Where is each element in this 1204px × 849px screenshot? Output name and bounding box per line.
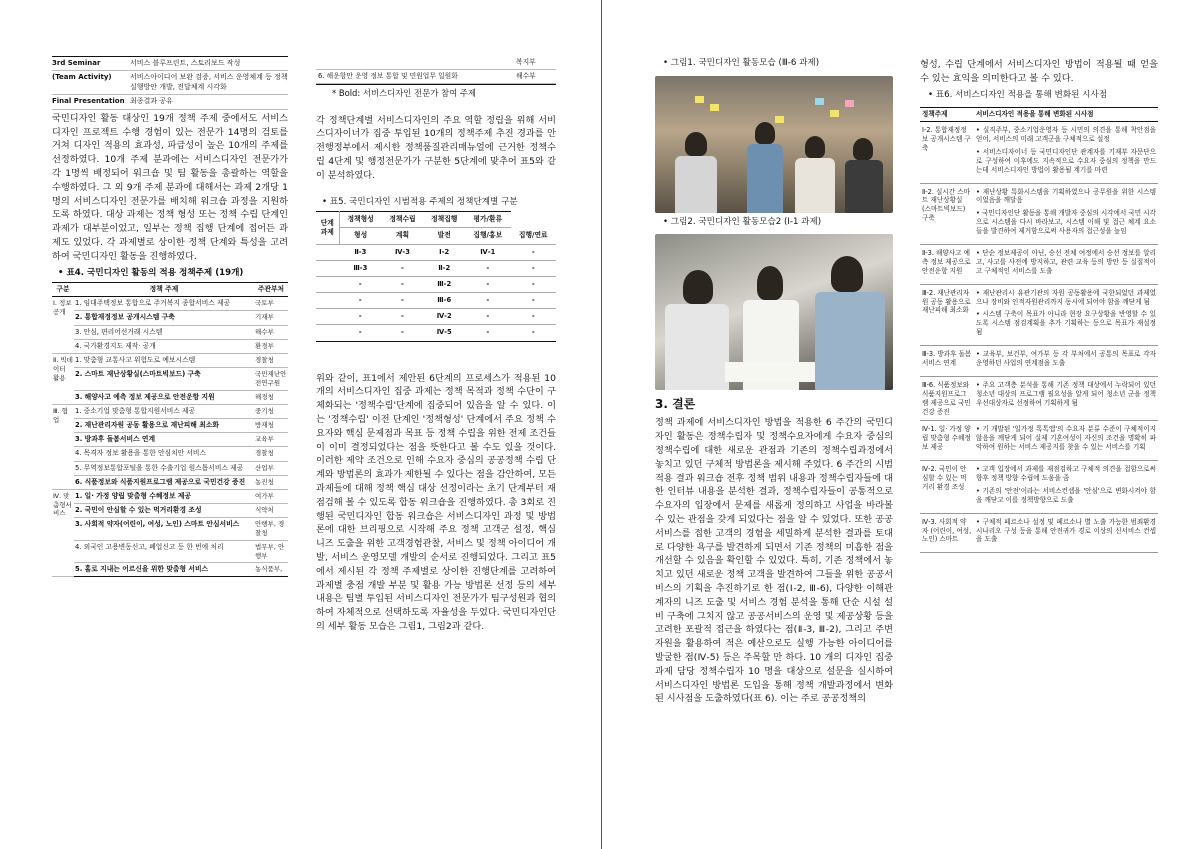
table5-subheader: 집행/홍보 [465, 228, 510, 244]
table4-category: Ⅱ. 빅데이터 활용 [52, 353, 74, 404]
table5-subheader: 형성 [339, 228, 382, 244]
table4-topic: 6. 식품정보와 식품지원프로그램 제공으로 국민건강 증진 [74, 475, 254, 489]
table6-findings [974, 376, 1158, 421]
table4-topic: 5. 홀로 지내는 어르신을 위한 맞춤형 서비스 [74, 563, 254, 577]
table5-cell: Ⅰ-2 [423, 244, 465, 260]
table4-topic [316, 56, 514, 70]
person-figure [845, 160, 883, 213]
left-page-column-1 [52, 56, 288, 846]
table6-finding: • 재난관리시 유관기관의 자원 공동활용에 국한되었던 과제였으나 장비와 인적자원관리까지 동시에 되어야 함을 깨닫게 됨 [976, 288, 1156, 306]
table4-topic: 2. 국민이 안심할 수 있는 먹거리환경 조성 [74, 504, 254, 518]
table-row [920, 346, 1158, 377]
person-figure [747, 144, 783, 213]
seminar-row [52, 95, 288, 109]
table5-blank [316, 293, 339, 309]
table4-ministry: 국토부 [254, 297, 288, 311]
table4-header: 정책 주제 [74, 283, 254, 297]
sticky-note [775, 116, 784, 123]
table4-ministry: 산업부 [254, 461, 288, 475]
table6-topic: Ⅲ-2. 재난관리자원 공동 활용으로 재난피해 최소화 [920, 284, 974, 345]
table4-topic: 4. 목격자 정보 활용을 통한 안심치안 서비스 [74, 447, 254, 461]
table4-topic: 2. 스마트 재난상황실(스마트빅보드) 구축 [74, 368, 254, 391]
table-row [316, 56, 556, 70]
bold-note: * Bold: 서비스디자인 전문가 참여 주제 [332, 88, 477, 99]
table6-header: 서비스디자인 적용을 통해 변화된 시사점 [974, 108, 1158, 122]
table4-topic: 1. 일· 가정 양립 맞춤형 수혜정보 제공 [74, 489, 254, 503]
table6-findings [974, 461, 1158, 514]
table5-header-stage: 단계 [320, 218, 334, 227]
table4-ministry: 해경청 [254, 390, 288, 404]
table6-topic: Ⅲ-3. 방과후 돌봄서비스 연계 [920, 346, 974, 377]
table5-cell: - [382, 260, 424, 276]
table4-ministry: 여가부 [254, 489, 288, 503]
table5-caption: • 표5. 국민디자인 시범적용 주제의 정책단계별 구분 [322, 196, 518, 207]
table6-topic: Ⅲ-6. 식품정보와 식품지원프로그램 제공으로 국민건강 증진 [920, 376, 974, 421]
table5-cell: Ⅳ-2 [423, 309, 465, 325]
table6-topic: Ⅳ-2. 국민이 안심할 수 있는 먹거리 환경 조성 [920, 461, 974, 514]
table5-cell: - [382, 293, 424, 309]
table6-finding: • 실직주부, 중소기업운영자 등 시민의 의견을 통해 착안점을 얻어, 서비스의 미래 고객군을 구체적으로 설정 [976, 126, 1156, 143]
col1-paragraph: 국민디자인 활동 대상인 19개 정책 주제 중에서도 서비스디자인 프로젝트 수행 경험이 있는 전문가 14명의 검토를 거쳐 디자인 적용의 효과성, 파급성이 높은 10개의 주제를 선정하였다. 10개 주제 분과에는 서비스디자인 전문가가 각 1명씩 배정되어 워크숍 및 팀 활동을 총괄하는 역할을 수행하였다. 그 외 9개 주제 분과에 대해서는 과제 2개당 1명의 서비스디자인 전문가를 배치해 워크숍 과정을 지원하도록 하였다. 대상 과제는 정책 형성 또는 정책 수립 단계인 과제가 대부분이었고, 일부는 정책 집행 단계에 접어든 과제도 있었다. 각 과제별로 상이한 정책 단계와 특성을 고려하여 국민디자인 활동을 진행하였다. [52, 112, 288, 262]
table-row [52, 419, 288, 433]
table5-subheader: 발전 [423, 228, 465, 244]
person-figure [683, 270, 713, 304]
figure1-photo [655, 76, 893, 213]
table5-header: 정책집행 [423, 212, 465, 228]
figure2-photo [655, 234, 893, 390]
table6-finding: • 국민디자인단 활동을 통해 개발자 중심의 시각에서 국민 시각으로 시스템을 다시 바라보고, 시스템 이해 및 접근 체계 요소들을 발견하여 제거함으로써 사용자의 접근성을 높임 [976, 209, 1156, 236]
col4-paragraph: 형성, 수립 단계에서 서비스디자인 방법이 적용될 때 얻을 수 있는 효익을 의미한다고 볼 수 있다. [920, 59, 1158, 84]
table-row [52, 404, 288, 418]
table6-header: 정책주제 [920, 108, 974, 122]
table5-cell: Ⅳ-5 [423, 325, 465, 341]
table6-findings [974, 122, 1158, 183]
table5-subheader-row [316, 228, 556, 244]
table5-blank [316, 260, 339, 276]
table4-ministry: 중기청 [254, 404, 288, 418]
right-page-column-2 [920, 56, 1158, 846]
table5-cell: - [339, 276, 382, 292]
seminar-row [52, 57, 288, 71]
table-row [52, 504, 288, 518]
table6-finding: • 구체적 페르소나 설정 및 페르소나 별 노출 가능한 범죄환경 시나리오 구성 등을 통해 안전귀가 경로 이상의 신서비스 컨셉을 도출 [976, 517, 1156, 544]
page-divider [601, 0, 602, 849]
table5-cell: Ⅳ-1 [465, 244, 510, 260]
table4-caption: • 표4. 국민디자인 활동의 적용 정책주제 (19개) [58, 267, 244, 278]
table-row [52, 518, 288, 541]
table5-cell: Ⅲ-2 [423, 276, 465, 292]
table4-ministry: 국민재난안전연구원 [254, 368, 288, 391]
table4-ministry: 기재부 [254, 311, 288, 325]
table6-header-row [920, 108, 1158, 122]
table5-cell: - [339, 309, 382, 325]
table5-cell: - [511, 244, 556, 260]
table6-topic: Ⅳ-1. 일· 가정 양립 맞춤형 수혜정보 제공 [920, 421, 974, 461]
col2-paragraph-1: 각 정책단계별 서비스디자인의 주요 역할 정립을 위해 서비스디자이너가 집중 투입된 10개의 정책주제 추진 경과를 안전행정부에서 제시한 정책품질관리매뉴얼에 근거한 정책수립 4단계 및 행정전문가가 구분한 5단계에 맞추어 표5와 같이 분석하였다. [316, 114, 556, 181]
table4-header-row [52, 283, 288, 297]
col3-paragraph: 정책 과제에 서비스디자인 방법을 적용한 6 주간의 국민디자인 활동은 정책수립자 및 정책수요자에게 수요자 중심의 정책수립에 대한 새로운 관점과 기존의 정책수립과정에서 놓치고 있던 구체적 방법론을 제시해 주었다. 6 주간의 시범적용 결과 워크숍 전후 정책 범위 내용과 정책수립자들에 대한 인터뷰 내용을 분석한 결과, 정책수립자들이 공통적으로 수요자의 입장에서 문제를 새롭게 정의하고 사업을 바라볼 수 있는 관점을 갖게 되었다는 점을 알 수 있었다. 또한 공공서비스를 접한 고객의 경험을 세밀하게 분석한 결과를 토대로 다양한 욕구를 발견하게 되면서 기존 정책의 미흡한 점을 개선할 수 있음을 확인할 수 있었다. 특히, 기존 정책에서 놓치고 있던 새로운 정책 고객을 발견하여 그들을 위한 공공서비스의 기획을 추진하기로 한 점(Ⅰ-2, Ⅲ-6), 다양한 이해관계자의 니즈 도출 및 서비스 경험 분석을 통해 단순 시설 설비 구축에 그치지 않고 공공서비스의 운영 및 제공상황 등을 고려한 포괄적 접근을 하였다는 점(Ⅱ-3, Ⅲ-2), 그리고 주변 자원을 활용하여 적은 예산으로도 실행 가능한 아이디어를 발굴한 점(Ⅳ-5) 등은 주목할 만 하다. 10 개의 디자인 집중 과제 담당 정책수립자 10 명을 대상으로 설문을 실시하여 서비스디자인 방법론 도입을 통해 정책 개발과정에서 변화된 시사점을 도출하였다(표 6). 이는 주로 공공정책의 [655, 417, 893, 705]
table-row [920, 376, 1158, 421]
table4-ministry: 방재청 [254, 419, 288, 433]
person-figure [685, 132, 707, 156]
sticky-note [710, 104, 719, 111]
table5-cell: - [465, 325, 510, 341]
table6-topic: Ⅱ-2. 실시간 스마트 재난상황실 (스마트빅보드) 구축 [920, 183, 974, 244]
table6-caption: • 표6. 서비스디자인 적용을 통해 변화된 시사점 [928, 89, 1108, 100]
table6 [920, 107, 1158, 553]
table4-topic: 1. 임대주택정보 통합으로 주거복지 종합서비스 제공 [74, 297, 254, 311]
sticky-note [815, 98, 824, 105]
table4-topic: 2. 통합재정정보 공개시스템 구축 [74, 311, 254, 325]
table5-cell: - [511, 325, 556, 341]
person-figure [675, 156, 717, 213]
table5-cell: - [382, 276, 424, 292]
table5-cell: - [511, 309, 556, 325]
table4-ministry: 교육부 [254, 433, 288, 447]
table4-header: 주관부처 [254, 283, 288, 297]
table5-blank [316, 309, 339, 325]
table4-ministry: 농진청 [254, 475, 288, 489]
table5-cell: - [382, 325, 424, 341]
table-row [52, 433, 288, 447]
table5-blank [316, 325, 339, 341]
table-row [52, 489, 288, 503]
table5-header-row [316, 212, 556, 228]
table4-continued [316, 56, 556, 84]
table6-finding: • 주요 고객층 분석을 통해 기존 정책 대상에서 누락되어 있던 청소년 대상의 프로그램 필요성을 알게 되어 청소년 군을 정책우선대상자로 선정하여 기획하게 됨 [976, 380, 1156, 407]
left-page-column-2 [316, 56, 556, 846]
table6-finding: • 재난상황 특화시스템을 기획하였으나 공무원을 위한 시스템이었음을 깨달음 [976, 187, 1156, 205]
table4-topic: 1. 맞춤형 교통사고 위험도로 예보시스템 [74, 353, 254, 367]
table-row [920, 461, 1158, 514]
table6-finding: • 기존의 '안전'이라는 서비스컨셉을 '안심'으로 변화시켜야 함을 깨닫고 이를 정책방향으로 도출 [976, 486, 1156, 504]
sticky-note [845, 100, 854, 107]
table5-header [316, 212, 339, 244]
sticky-note [695, 96, 704, 103]
table4-topic: 4. 국가환경지도 제작· 공개 [74, 339, 254, 353]
seminar-value: 최종결과 공유 [130, 97, 173, 106]
person-figure [831, 256, 863, 292]
table5-header: 정책수립 [382, 212, 424, 228]
table4-topic: 2. 재난관리자원 공동 활용으로 재난피해 최소화 [74, 419, 254, 433]
table5-cell: Ⅱ-3 [339, 244, 382, 260]
table4-topic: 5. 무역정보통합포털을 통한 수출기업 원스톱서비스 제공 [74, 461, 254, 475]
table5-blank [316, 276, 339, 292]
seminar-row [52, 71, 288, 95]
table4-topic: 6. 해운항만 운영 정보 통합 및 민원업무 일원화 [316, 70, 514, 84]
table4-category: Ⅰ. 정보 공개 [52, 297, 74, 354]
table4-ministry: 해수부 [514, 70, 556, 84]
table-row [920, 421, 1158, 461]
table5-cell: - [339, 325, 382, 341]
table5-cell: - [339, 293, 382, 309]
table5-cell: - [465, 276, 510, 292]
table-row [920, 183, 1158, 244]
table-row [316, 325, 556, 341]
table4-ministry: 환경부 [254, 339, 288, 353]
seminar-label: (Team Activity) [52, 73, 112, 82]
table-row [52, 353, 288, 367]
table5-cell: - [465, 293, 510, 309]
table6-finding: • 단순 정보제공이 아닌, 승선 전체 여정에서 승선 정보를 알리고, 사고를 사전에 방지하고, 관련 교육 등의 방안 등 실질적이고 구체적인 서비스를 도출 [976, 248, 1156, 275]
table4-topic: 3. 방과후 돌봄서비스 연계 [74, 433, 254, 447]
table4-topic: 3. 사회적 약자(어린이, 여성, 노인) 스마트 안심서비스 [74, 518, 254, 541]
table4-topic: 3. 해양사고 예측 정보 제공으로 안전운항 지원 [74, 390, 254, 404]
person-figure [757, 266, 783, 300]
table5-cell: Ⅲ-3 [339, 260, 382, 276]
person-figure [755, 122, 775, 144]
table4-header: 구분 [52, 283, 74, 297]
table-row [316, 293, 556, 309]
table-row [52, 311, 288, 325]
table5-cell: - [465, 309, 510, 325]
table6-findings [974, 346, 1158, 377]
table5 [316, 211, 556, 341]
table-row [920, 284, 1158, 345]
seminar-label: Final Presentation [52, 97, 125, 106]
figure1-caption: • 그림1. 국민디자인 활동모습 (Ⅲ-6 과제) [663, 58, 820, 68]
table-row [52, 325, 288, 339]
table6-findings [974, 183, 1158, 244]
table6-finding: • 기 개발된 '일가정 톡톡앱'의 수요자 분류 수준이 구체적이지 않음을 깨닫게 되어 실제 기혼여성이 자신의 조건을 명확히 파악하여 원하는 서비스 제공지를 찾을 수 있는 서비스를 기획 [976, 425, 1156, 452]
table5-header: 평가/환류 [465, 212, 510, 228]
table5-header: 정책형성 [339, 212, 382, 228]
right-page-column-1 [655, 56, 893, 846]
paper-sheet [725, 362, 815, 382]
seminar-value: 서비스아이디어 보완 검증, 서비스 운영체계 등 정책실행방안 개발, 전달체계 시각화 [130, 73, 288, 91]
table4-ministry: 복지부 [514, 56, 556, 70]
table-row [52, 390, 288, 404]
table5-cell: Ⅲ-6 [423, 293, 465, 309]
person-figure [815, 292, 885, 390]
table6-topic: Ⅰ-2. 통합재정정보 공개시스템 구축 [920, 122, 974, 183]
table-row [52, 540, 288, 563]
table-row [920, 513, 1158, 553]
table6-topic: Ⅱ-3. 해양사고 예측 정보 제공으로 안전운항 지원 [920, 244, 974, 284]
table4-ministry: 농식품부, [254, 563, 288, 577]
table4-ministry: 안행부, 경찰청 [254, 518, 288, 541]
person-figure [853, 138, 873, 160]
section-title: 3. 결론 [655, 397, 696, 412]
person-figure [665, 304, 729, 390]
table5-cell: - [511, 293, 556, 309]
table6-findings [974, 421, 1158, 461]
table4-topic: 4. 외국인 고용변동신고, 폐업신고 등 한 번에 처리 [74, 540, 254, 563]
table4-topic: 3. 안심, 편리어선거래 시스템 [74, 325, 254, 339]
table4-category: Ⅳ. 맞춤형서비스 [52, 489, 74, 577]
person-figure [795, 158, 835, 213]
seminar-table [52, 57, 288, 110]
table-row [52, 297, 288, 311]
table-row [920, 122, 1158, 183]
table-row [316, 309, 556, 325]
table5-cell: Ⅱ-2 [423, 260, 465, 276]
table4-ministry: 식약처 [254, 504, 288, 518]
table6-finding: • 서비스디자이너 등 국민디자인단 관계자를 기재부 자문단으로 구성하여 이후에도 지속적으로 수요자 중심의 정책을 만드는데 서비스디자인 방법이 활용될 계기를 마련 [976, 147, 1156, 174]
table6-finding: • 시스템 구축이 목표가 아니라 현장 요구상황을 반영할 수 있도록 시스템 점검계획을 추가 기획하는 등으로 목표가 재설정 됨 [976, 310, 1156, 337]
table4 [52, 282, 288, 577]
seminar-value: 서비스 블루프린트, 스토리보드 작성 [130, 59, 241, 67]
table5-subheader: 집행/연료 [511, 228, 556, 244]
table5-blank [316, 244, 339, 260]
table4-ministry: 경찰청 [254, 447, 288, 461]
table-row [316, 276, 556, 292]
table5-cell: - [511, 276, 556, 292]
table6-finding: • 고객 입장에서 과제를 재점검하고 구체적 의견을 접함으로써 향후 정책 방향 수립에 도움을 줌 [976, 465, 1156, 483]
person-figure [805, 136, 825, 158]
table4-ministry: 경찰청 [254, 353, 288, 367]
table6-findings [974, 284, 1158, 345]
table5-subheader: 계획 [382, 228, 424, 244]
table5-cell: - [382, 309, 424, 325]
table-row [316, 260, 556, 276]
table6-topic: Ⅳ-3. 사회적 약자 (어린이, 여성, 노인) 스마트 [920, 513, 974, 553]
table-row [52, 368, 288, 391]
table5-cell: Ⅳ-3 [382, 244, 424, 260]
seminar-label: 3rd Seminar [52, 59, 101, 67]
table-row [52, 339, 288, 353]
table6-finding: • 교육부, 보건부, 여가부 등 각 부처에서 공통의 목표로 각자 운영하던 사업의 연계점을 도출 [976, 350, 1156, 367]
table-row [52, 563, 288, 577]
col2-paragraph-2: 위와 같이, 표1에서 제안된 6단계의 프로세스가 적용된 10개의 서비스디자인 집중 과제는 정책 목적과 정책 수단이 구체화되는 '정책수립'단계에 집중되어 있음을 알 수 있다. 이는 '정책수립' 이전 단계인 '정책형성' 단계에서 주요 정책 수요자와 핵심 문제점과 목표 등 정책 수립을 위한 전제 조건들이 이미 결정되었다는 점을 뜻한다고 볼 수도 있을 것이다. 이러한 제약 조건으로 인해 수요자 중심의 공공정책 수립 단계와 방법론의 효과가 제한될 수 있다는 점을 감안하여, 모든 과제들에 대해 정책 핵심 대상 선정이라는 초기 단계부터 재점검해 볼 수 있도록 합동 워크숍을 진행하였다. 총 3회로 진행된 국민디자인 합동 워크숍은 서비스디자인 과정 및 방법론에 대한 브리핑으로 시작해 주요 정책 고객군 설정, 핵심 니즈 도출을 위한 고객경험관찰, 서비스 및 정책 아이디어 개발, 서비스 운영모델 개발의 순서로 진행되었다. 그리고 표5에서 제시된 각 정책 주제별로 상이한 진행단계를 고려하여 과제별 충점 개발 부분 및 활용 가능 방법론 선정 등의 세부 내용은 팀별 투입된 서비스디자인 전문가가 팀구성원과 협의하여 자체적으로 선택하도록 자율성을 두었다. 국민디자인단의 세부 활동 모습은 그림1, 그림2과 같다. [316, 372, 556, 632]
table-row [920, 244, 1158, 284]
table4-ministry: 법무부, 안행부 [254, 540, 288, 563]
table5-cell: - [465, 260, 510, 276]
table5-cell: - [511, 260, 556, 276]
table-row [316, 70, 556, 84]
table4-category: Ⅲ. 협업 [52, 404, 74, 489]
table-row [52, 475, 288, 489]
table-row [52, 447, 288, 461]
table6-findings [974, 513, 1158, 553]
table-row [316, 244, 556, 260]
table5-header-task: 과제 [320, 227, 334, 236]
table6-findings [974, 244, 1158, 284]
figure2-caption: • 그림2. 국민디자인 활동모습2 (Ⅰ-1 과제) [663, 216, 822, 227]
sticky-note [830, 110, 839, 117]
table4-ministry: 해수부 [254, 325, 288, 339]
table4-end-rule [316, 84, 556, 85]
table4-topic: 1. 중소기업 맞춤형 통합지원서비스 제공 [74, 404, 254, 418]
table-row [52, 461, 288, 475]
